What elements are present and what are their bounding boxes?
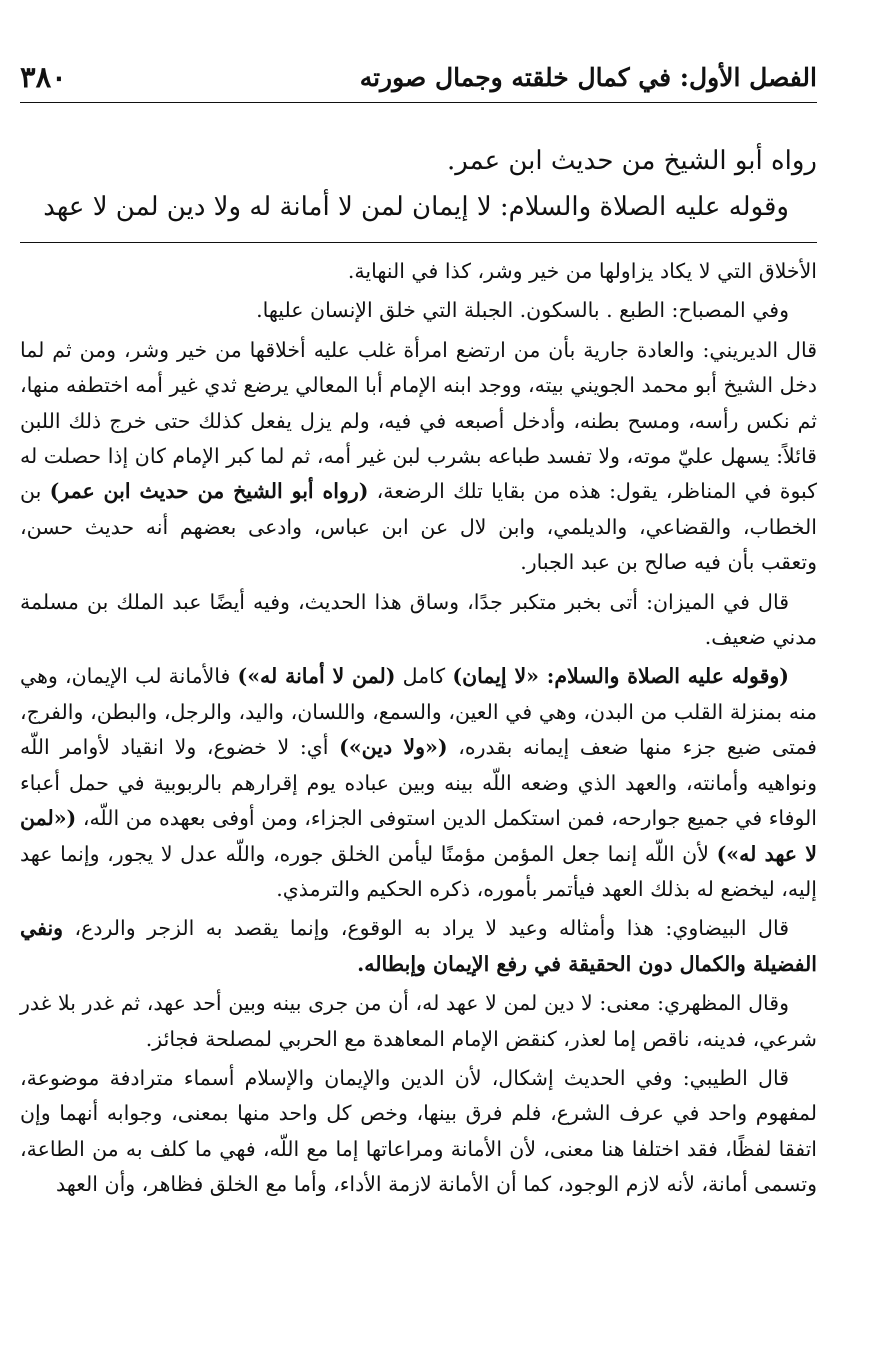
- page-number: ٣٨٠: [20, 60, 67, 94]
- commentary-paragraph: وقال المظهري: معنى: لا دين لمن لا عهد له، أن من جرى بينه وبين أحد عهد، ثم غدر بلا غدر شرعي، فدينه، ناقص إما لعذر، كنقض الإمام المعاهدة مع الحربي لمصلحة فجائز.: [20, 991, 817, 1051]
- main-text-line: رواه أبو الشيخ من حديث ابن عمر.: [446, 146, 817, 176]
- commentary-text: قال البيضاوي: هذا وأمثاله وعيد لا يراد به الوقوع، وإنما يقصد به الزجر والردع،: [63, 916, 789, 941]
- commentary-paragraph: [20, 911, 817, 982]
- commentary-text: بن الخطاب، والقضاعي، والديلمي، وابن لال عن ابن عباس، وادعى بعضهم أنه حديث حسن، وتعقب بأن فيه صالح بن عبد الجبار.: [20, 479, 817, 575]
- quoted-matn: (لمن لا أمانة له»): [237, 664, 396, 689]
- commentary-text: أي: لا خضوع، ولا انقياد لأوامر اللّه ونواهيه وأمانته، والعهد الذي وضعه اللّه بينه وبين عباده يوم إقرارهم بالربوبية في حمل أعباء الوفاء في جميع جوارحه، فمن استكمل الدين استوفى الجزاء، ومن أوفى بعهده من اللّه،: [20, 735, 817, 831]
- quoted-matn: («لمن لا عهد له»): [20, 806, 817, 866]
- commentary-paragraph: [20, 659, 817, 907]
- quoted-matn: («ولا دين»): [339, 735, 448, 760]
- commentary-paragraph: قال الطيبي: وفي الحديث إشكال، لأن الدين والإيمان والإسلام أسماء مترادفة موضوعة، لمفهوم واحد في عرف الشرع، فلم فرق بينها، وخص كل واحد منها بمعنى، وجوابه أنهما وإن اتفقا لفظًا، فقد اختلفا هنا معنى، لأن الأمانة ومراعاتها إما مع اللّه، فهي ما كلف به من الطاعة، وتسمى أمانة، لأنه لازم الوجود، كما أن الأمانة لازمة الأداء، وأما مع الخلق فظاهر، وأن العهد: [20, 1065, 817, 1197]
- commentary-paragraph: [20, 333, 817, 581]
- chapter-title: الفصل الأول: في كمال خلقته وجمال صورته: [359, 62, 817, 92]
- separator-line: [20, 242, 817, 243]
- commentary-text-bold: ونفي الفضيلة والكمال دون الحقيقة في رفع الإيمان وإبطاله.: [20, 916, 817, 976]
- commentary-paragraph: وفي المصباح: الطبع . بالسكون. الجبلة التي خلق الإنسان عليها.: [256, 298, 789, 323]
- commentary-text: قال الديريني: والعادة جارية بأن من ارتضع امرأة غلب عليه أخلاقها من خير وشر، ومن ثم لما دخل الشيخ أبو محمد الجويني بيته، ووجد ابنه الإمام أبا المعالي يرضع ثدي غير أمه اختطفه منها، ثم نكس رأسه، ومسح بطنه، وأدخل أصبعه في فيه، ولم يزل يفعل كذلك حتى خرج ذلك اللبن قائلاً: يسهل عليّ موته، ولا تفسد طباعه بشرب لبن غير أمه، ثم لما كبر الإمام كان إذا حصلت له كبوة في المناظر، يقول: هذه من بقايا تلك الرضعة،: [20, 337, 817, 504]
- commentary-paragraph: قال في الميزان: أتى بخبر متكبر جدًا، وساق هذا الحديث، وفيه أيضًا عبد الملك بن مسلمة مدني ضعيف.: [20, 589, 817, 650]
- commentary-text: لأن اللّه إنما جعل المؤمن مؤمنًا ليأمن الخلق جوره، واللّه عدل لا يجور، وإنما عهد إليه، ليخضع له بذلك العهد فيأتمر بأموره، ذكره الحكيم والترمذي.: [20, 841, 817, 901]
- main-text-line: وقوله عليه الصلاة والسلام: لا إيمان لمن لا أمانة له ولا دين لمن لا عهد: [43, 192, 789, 222]
- running-header: [20, 52, 817, 103]
- main-text: [22, 138, 817, 230]
- commentary-text: كامل: [395, 664, 453, 689]
- quoted-matn: (وقوله عليه الصلاة والسلام: «لا إيمان): [452, 664, 789, 689]
- commentary-text: فالأمانة لب الإيمان، وهي منه بمنزلة القلب من البدن، وهي في العين، والسمع، واللسان، واليد، والرجل، والبطن، والفرج، فمتى ضيع جزء منها ضعف إيمانه بقدره،: [20, 664, 817, 760]
- quoted-matn: (رواه أبو الشيخ من حديث ابن عمر): [49, 479, 369, 504]
- commentary-paragraph: الأخلاق التي لا يكاد يزاولها من خير وشر، كذا في النهاية.: [347, 259, 817, 283]
- commentary: [20, 254, 817, 1207]
